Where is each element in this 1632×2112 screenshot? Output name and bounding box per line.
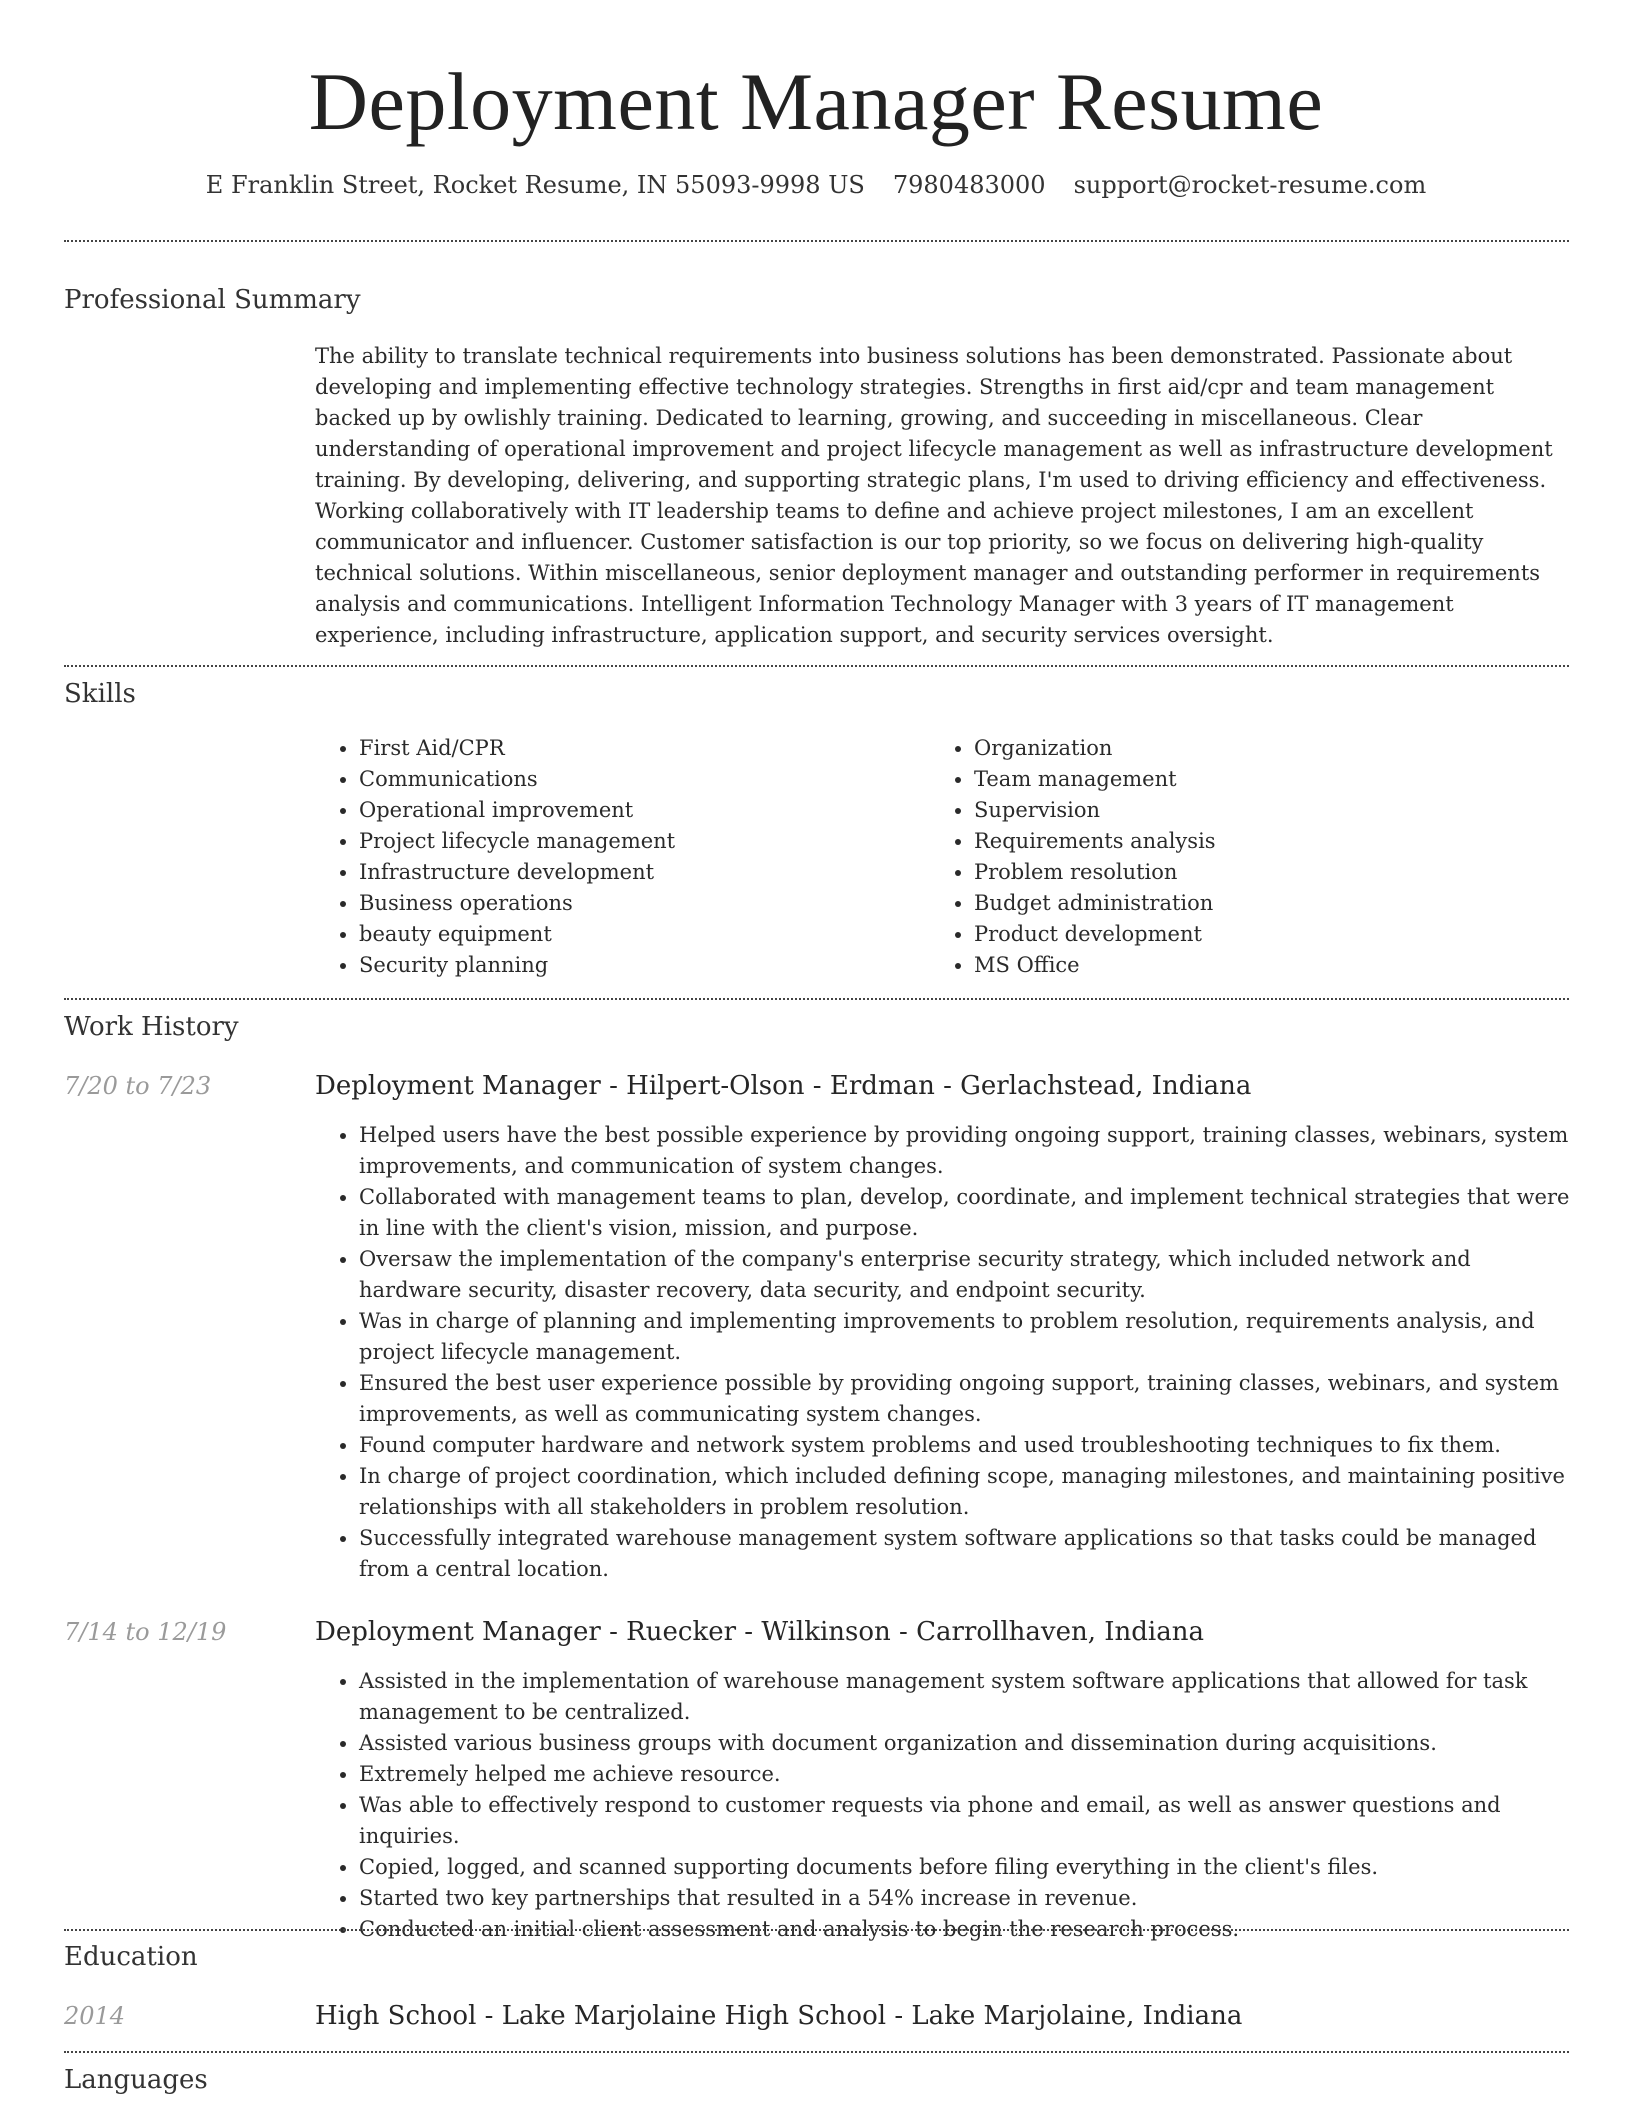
job-bullet-list	[315, 1666, 1570, 1945]
skill-item: • Product development	[974, 919, 1550, 950]
job-bullets	[315, 1120, 1570, 1585]
section-heading-languages: Languages	[64, 2065, 208, 2095]
divider	[64, 665, 1569, 667]
job-title: Deployment Manager - Ruecker - Wilkinson - Carrollhaven, Indiana	[315, 1617, 1204, 1647]
job-bullet: • Ensured the best user experience possible by providing ongoing support, training classes, webinars, and system improvements, as well as communicating system changes.	[359, 1368, 1570, 1430]
divider	[64, 240, 1569, 242]
job-bullet: • Copied, logged, and scanned supporting documents before filing everything in the client's files.	[359, 1852, 1570, 1883]
contact-line	[0, 170, 1632, 200]
skills-list-right	[930, 733, 1550, 981]
education-year: 2014	[64, 2002, 126, 2030]
skill-item: • Team management	[974, 764, 1550, 795]
skill-item: • Requirements analysis	[974, 826, 1550, 857]
education-entry: High School - Lake Marjolaine High School - Lake Marjolaine, Indiana	[315, 2001, 1243, 2031]
skill-item: • Budget administration	[974, 888, 1550, 919]
skill-item: • Problem resolution	[974, 857, 1550, 888]
skill-item: • Operational improvement	[359, 795, 915, 826]
contact-address: E Franklin Street, Rocket Resume, IN 55093-9998 US	[205, 171, 865, 199]
divider	[64, 1929, 1569, 1931]
job-bullet: • Started two key partnerships that resulted in a 54% increase in revenue.	[359, 1883, 1570, 1914]
job-bullet: • Was in charge of planning and implementing improvements to problem resolution, requirements analysis, and project lifecycle management.	[359, 1306, 1570, 1368]
section-heading-work: Work History	[64, 1012, 239, 1042]
divider	[64, 998, 1569, 1000]
skill-item: • Project lifecycle management	[359, 826, 915, 857]
job-bullet: • Conducted an initial client assessment and analysis to begin the research process.	[359, 1914, 1570, 1945]
skill-item: • Business operations	[359, 888, 915, 919]
skill-item: • Infrastructure development	[359, 857, 915, 888]
skill-item: • MS Office	[974, 950, 1550, 981]
job-bullet-list	[315, 1120, 1570, 1585]
job-bullet: • Extremely helped me achieve resource.	[359, 1759, 1570, 1790]
skills-list-left	[315, 733, 915, 981]
contact-phone[interactable]: 7980483000	[892, 171, 1046, 199]
resume-title: Deployment Manager Resume	[308, 56, 1324, 147]
job-bullet: • Oversaw the implementation of the company's enterprise security strategy, which included network and hardware security, disaster recovery, data security, and endpoint security.	[359, 1244, 1570, 1306]
divider	[64, 2051, 1569, 2053]
job-bullet: • Successfully integrated warehouse management system software applications so that tasks could be managed from a central location.	[359, 1523, 1570, 1585]
job-dates: 7/20 to 7/23	[64, 1072, 212, 1100]
job-bullet: • Helped users have the best possible experience by providing ongoing support, training classes, webinars, system improvements, and communication of system changes.	[359, 1120, 1570, 1182]
skill-item: • Supervision	[974, 795, 1550, 826]
job-title: Deployment Manager - Hilpert-Olson - Erdman - Gerlachstead, Indiana	[315, 1071, 1252, 1101]
job-bullet: • Was able to effectively respond to customer requests via phone and email, as well as answer questions and inquiries.	[359, 1790, 1570, 1852]
skills-column-right	[930, 733, 1550, 981]
skill-item: • Security planning	[359, 950, 915, 981]
skill-item: • Communications	[359, 764, 915, 795]
skill-item: • beauty equipment	[359, 919, 915, 950]
job-bullet: • In charge of project coordination, which included defining scope, managing milestones, and maintaining positive relationships with all stakeholders in problem resolution.	[359, 1461, 1570, 1523]
skills-column-left	[315, 733, 915, 981]
skill-item: • Organization	[974, 733, 1550, 764]
contact-email[interactable]: support@rocket-resume.com	[1073, 171, 1427, 199]
section-heading-summary: Professional Summary	[64, 285, 361, 315]
section-heading-education: Education	[64, 1942, 198, 1972]
job-bullets	[315, 1666, 1570, 1945]
job-dates: 7/14 to 12/19	[64, 1618, 227, 1646]
job-bullet: • Found computer hardware and network system problems and used troubleshooting techniques to fix them.	[359, 1430, 1570, 1461]
job-bullet: • Assisted various business groups with document organization and dissemination during acquisitions.	[359, 1728, 1570, 1759]
section-heading-skills: Skills	[64, 679, 136, 709]
skill-item: • First Aid/CPR	[359, 733, 915, 764]
summary-text: The ability to translate technical requirements into business solutions has been demonstrated. Passionate about developing and implementing effective technology strategies. Strengths in first aid/cpr and team management backed up by owlishly training. Dedicated to learning, growing, and succeeding in miscellaneous. Clear understanding of operational improvement and project lifecycle management as well as infrastructure development training. By developing, delivering, and supporting strategic plans, I'm used to driving efficiency and effectiveness. Working collaboratively with IT leadership teams to define and achieve project milestones, I am an excellent communicator and influencer. Customer satisfaction is our top priority, so we focus on delivering high-quality technical solutions. Within miscellaneous, senior deployment manager and outstanding performer in requirements analysis and communications. Intelligent Information Technology Manager with 3 years of IT management experience, including infrastructure, application support, and security services oversight.	[315, 344, 1553, 647]
job-bullet: • Assisted in the implementation of warehouse management system software applications that allowed for task management to be centralized.	[359, 1666, 1570, 1728]
job-bullet: • Collaborated with management teams to plan, develop, coordinate, and implement technical strategies that were in line with the client's vision, mission, and purpose.	[359, 1182, 1570, 1244]
